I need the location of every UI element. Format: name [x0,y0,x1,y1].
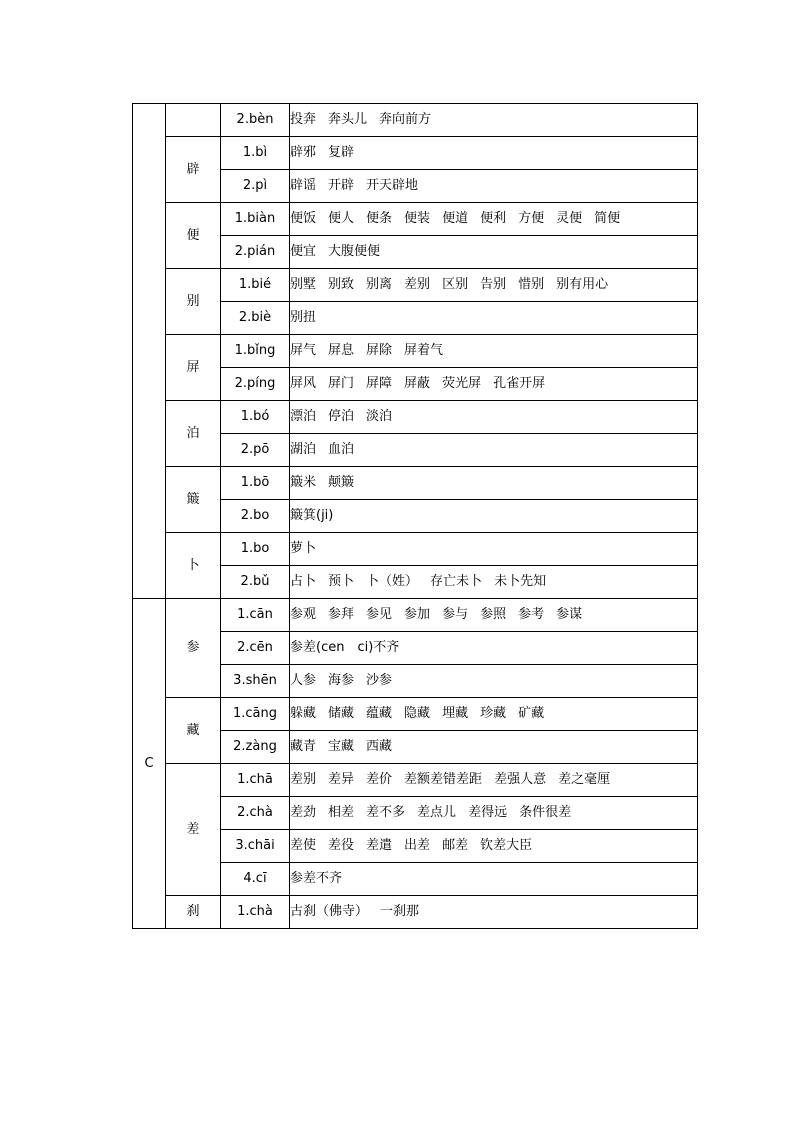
example-word: 差价 [366,772,393,787]
example-words-cell [290,698,698,731]
example-word: 投奔 [290,112,317,127]
example-word: 差不多 [366,805,406,820]
example-word: 别有用心 [556,277,609,292]
example-word: 颠簸 [328,475,355,490]
example-words-cell [290,896,698,929]
example-words-cell [290,764,698,797]
example-word: 参见 [366,607,393,622]
example-word: 差异 [328,772,355,787]
example-word: 躲藏 [290,706,317,721]
polyphonic-character-table [132,103,698,929]
example-words-cell [290,467,698,500]
pinyin-cell: 1.cāng [221,698,290,731]
example-word: 开天辟地 [366,178,419,193]
example-words-cell [290,731,698,764]
example-word: 便宜 [290,244,317,259]
example-words-cell [290,137,698,170]
example-word: 便饭 [290,211,317,226]
example-words-cell [290,863,698,896]
example-words-cell [290,104,698,137]
pinyin-cell: 2.zàng [221,731,290,764]
example-word: 开辟 [328,178,355,193]
table-row [133,203,698,236]
example-word: 简便 [594,211,621,226]
example-word: 占卜 [290,574,317,589]
example-word: 差役 [328,838,355,853]
table-row [133,698,698,731]
example-words-cell [290,830,698,863]
example-word: 荧光屏 [442,376,482,391]
table-row [133,104,698,137]
example-word: 蕴藏 [366,706,393,721]
example-word: 别扭 [290,310,317,325]
example-words-cell [290,170,698,203]
character-cell: 屏 [166,335,221,401]
example-word: 差得远 [468,805,508,820]
group-letter-cell: C [133,599,166,929]
example-word: 差之毫厘 [558,772,611,787]
example-word: 差别 [290,772,317,787]
character-cell: 簸 [166,467,221,533]
example-word: 藏青 [290,739,317,754]
example-word: 簸米 [290,475,317,490]
example-word: 差别 [404,277,431,292]
pinyin-cell: 1.chā [221,764,290,797]
example-word: 屏蔽 [404,376,431,391]
character-cell: 泊 [166,401,221,467]
example-word: 参照 [480,607,507,622]
example-word: 屏着气 [404,343,444,358]
example-word: 簸箕(ji) [290,508,334,523]
example-word: 血泊 [328,442,355,457]
example-word: 大腹便便 [328,244,381,259]
example-words-cell [290,236,698,269]
table-row [133,269,698,302]
example-word: 参考 [518,607,545,622]
group-letter-cell [133,104,166,599]
pinyin-cell: 1.bō [221,467,290,500]
example-word: 参与 [442,607,469,622]
character-cell: 差 [166,764,221,896]
example-word: 预卜 [328,574,355,589]
example-word: 辟谣 [290,178,317,193]
example-word: 存亡未卜 [430,574,483,589]
example-word: 别离 [366,277,393,292]
example-words-cell [290,368,698,401]
example-word: 屏障 [366,376,393,391]
example-word: 珍藏 [480,706,507,721]
example-word: 萝卜 [290,541,317,556]
example-word: 辟邪 [290,145,317,160]
table-row [133,137,698,170]
example-word: 矿藏 [518,706,545,721]
character-cell: 便 [166,203,221,269]
example-word: 差点儿 [417,805,457,820]
pinyin-cell: 2.biè [221,302,290,335]
example-word: 区别 [442,277,469,292]
pinyin-cell: 1.bo [221,533,290,566]
example-word: 未卜先知 [494,574,547,589]
example-word: 埋藏 [442,706,469,721]
pinyin-cell: 2.bǔ [221,566,290,599]
example-word: 参加 [404,607,431,622]
example-word: 古刹（佛寺） [290,904,369,919]
example-word: 漂泊 [290,409,317,424]
table-row [133,599,698,632]
example-word: 便条 [366,211,393,226]
example-word: 屏息 [328,343,355,358]
example-word: 屏除 [366,343,393,358]
table-row [133,335,698,368]
pinyin-cell: 1.bié [221,269,290,302]
example-words-cell [290,599,698,632]
example-word: 惜别 [518,277,545,292]
example-word: 参谋 [556,607,583,622]
character-cell: 别 [166,269,221,335]
example-words-cell [290,203,698,236]
example-word: 相差 [328,805,355,820]
pinyin-cell: 1.chà [221,896,290,929]
example-word: 湖泊 [290,442,317,457]
example-words-cell [290,797,698,830]
example-word: 便装 [404,211,431,226]
pinyin-cell: 2.pō [221,434,290,467]
character-cell: 藏 [166,698,221,764]
example-words-cell [290,566,698,599]
example-word: 出差 [404,838,431,853]
example-word: 孔雀开屏 [493,376,546,391]
example-word: 别致 [328,277,355,292]
example-words-cell [290,302,698,335]
example-word: 储藏 [328,706,355,721]
example-word: 便利 [480,211,507,226]
example-word: 参差不齐 [290,871,343,886]
pinyin-cell: 2.pì [221,170,290,203]
pinyin-cell: 1.bó [221,401,290,434]
example-word: 差遣 [366,838,393,853]
pinyin-cell: 2.píng [221,368,290,401]
example-word: 钦差大臣 [480,838,533,853]
example-word: 便道 [442,211,469,226]
pinyin-cell: 1.biàn [221,203,290,236]
example-word: 人参 [290,673,317,688]
pinyin-cell: 1.bì [221,137,290,170]
pinyin-cell: 2.bèn [221,104,290,137]
example-word: 屏风 [290,376,317,391]
table-row [133,764,698,797]
example-words-cell [290,335,698,368]
example-word: 西藏 [366,739,393,754]
example-word: 参拜 [328,607,355,622]
example-word: 屏门 [328,376,355,391]
pinyin-cell: 3.shēn [221,665,290,698]
example-words-cell [290,500,698,533]
character-cell: 辟 [166,137,221,203]
example-words-cell [290,533,698,566]
character-cell: 参 [166,599,221,698]
example-word: 便人 [328,211,355,226]
example-word: 差强人意 [494,772,547,787]
example-word: 差额差错差距 [404,772,483,787]
table-body [133,104,698,929]
table-row [133,533,698,566]
example-word: 差使 [290,838,317,853]
example-word: 卜（姓） [366,574,419,589]
example-word: 条件很差 [519,805,572,820]
pinyin-cell: 2.bo [221,500,290,533]
example-words-cell [290,665,698,698]
pinyin-cell: 4.cī [221,863,290,896]
example-word: 一刹那 [380,904,420,919]
pinyin-cell: 1.bǐng [221,335,290,368]
pinyin-cell: 2.cēn [221,632,290,665]
example-words-cell [290,434,698,467]
example-word: 方便 [518,211,545,226]
character-cell: 卜 [166,533,221,599]
table-row [133,896,698,929]
example-word: 告别 [480,277,507,292]
example-words-cell [290,401,698,434]
example-word: 参观 [290,607,317,622]
pinyin-cell: 3.chāi [221,830,290,863]
example-word: 屏气 [290,343,317,358]
example-word: 沙参 [366,673,393,688]
example-words-cell [290,269,698,302]
example-word: 停泊 [328,409,355,424]
example-word: 差劲 [290,805,317,820]
character-cell [166,104,221,137]
example-word: 隐藏 [404,706,431,721]
example-word: 奔向前方 [379,112,432,127]
example-word: 邮差 [442,838,469,853]
example-word: 复辟 [328,145,355,160]
example-word: 灵便 [556,211,583,226]
example-word: 海参 [328,673,355,688]
pinyin-cell: 2.pián [221,236,290,269]
example-word: 宝藏 [328,739,355,754]
example-word: 淡泊 [366,409,393,424]
example-word: 别墅 [290,277,317,292]
table-row [133,401,698,434]
example-word: 奔头儿 [328,112,368,127]
pinyin-cell: 1.cān [221,599,290,632]
example-words-cell [290,632,698,665]
pinyin-cell: 2.chà [221,797,290,830]
example-word: 参差(cen ci)不齐 [290,640,400,655]
character-cell: 刹 [166,896,221,929]
table-row [133,467,698,500]
